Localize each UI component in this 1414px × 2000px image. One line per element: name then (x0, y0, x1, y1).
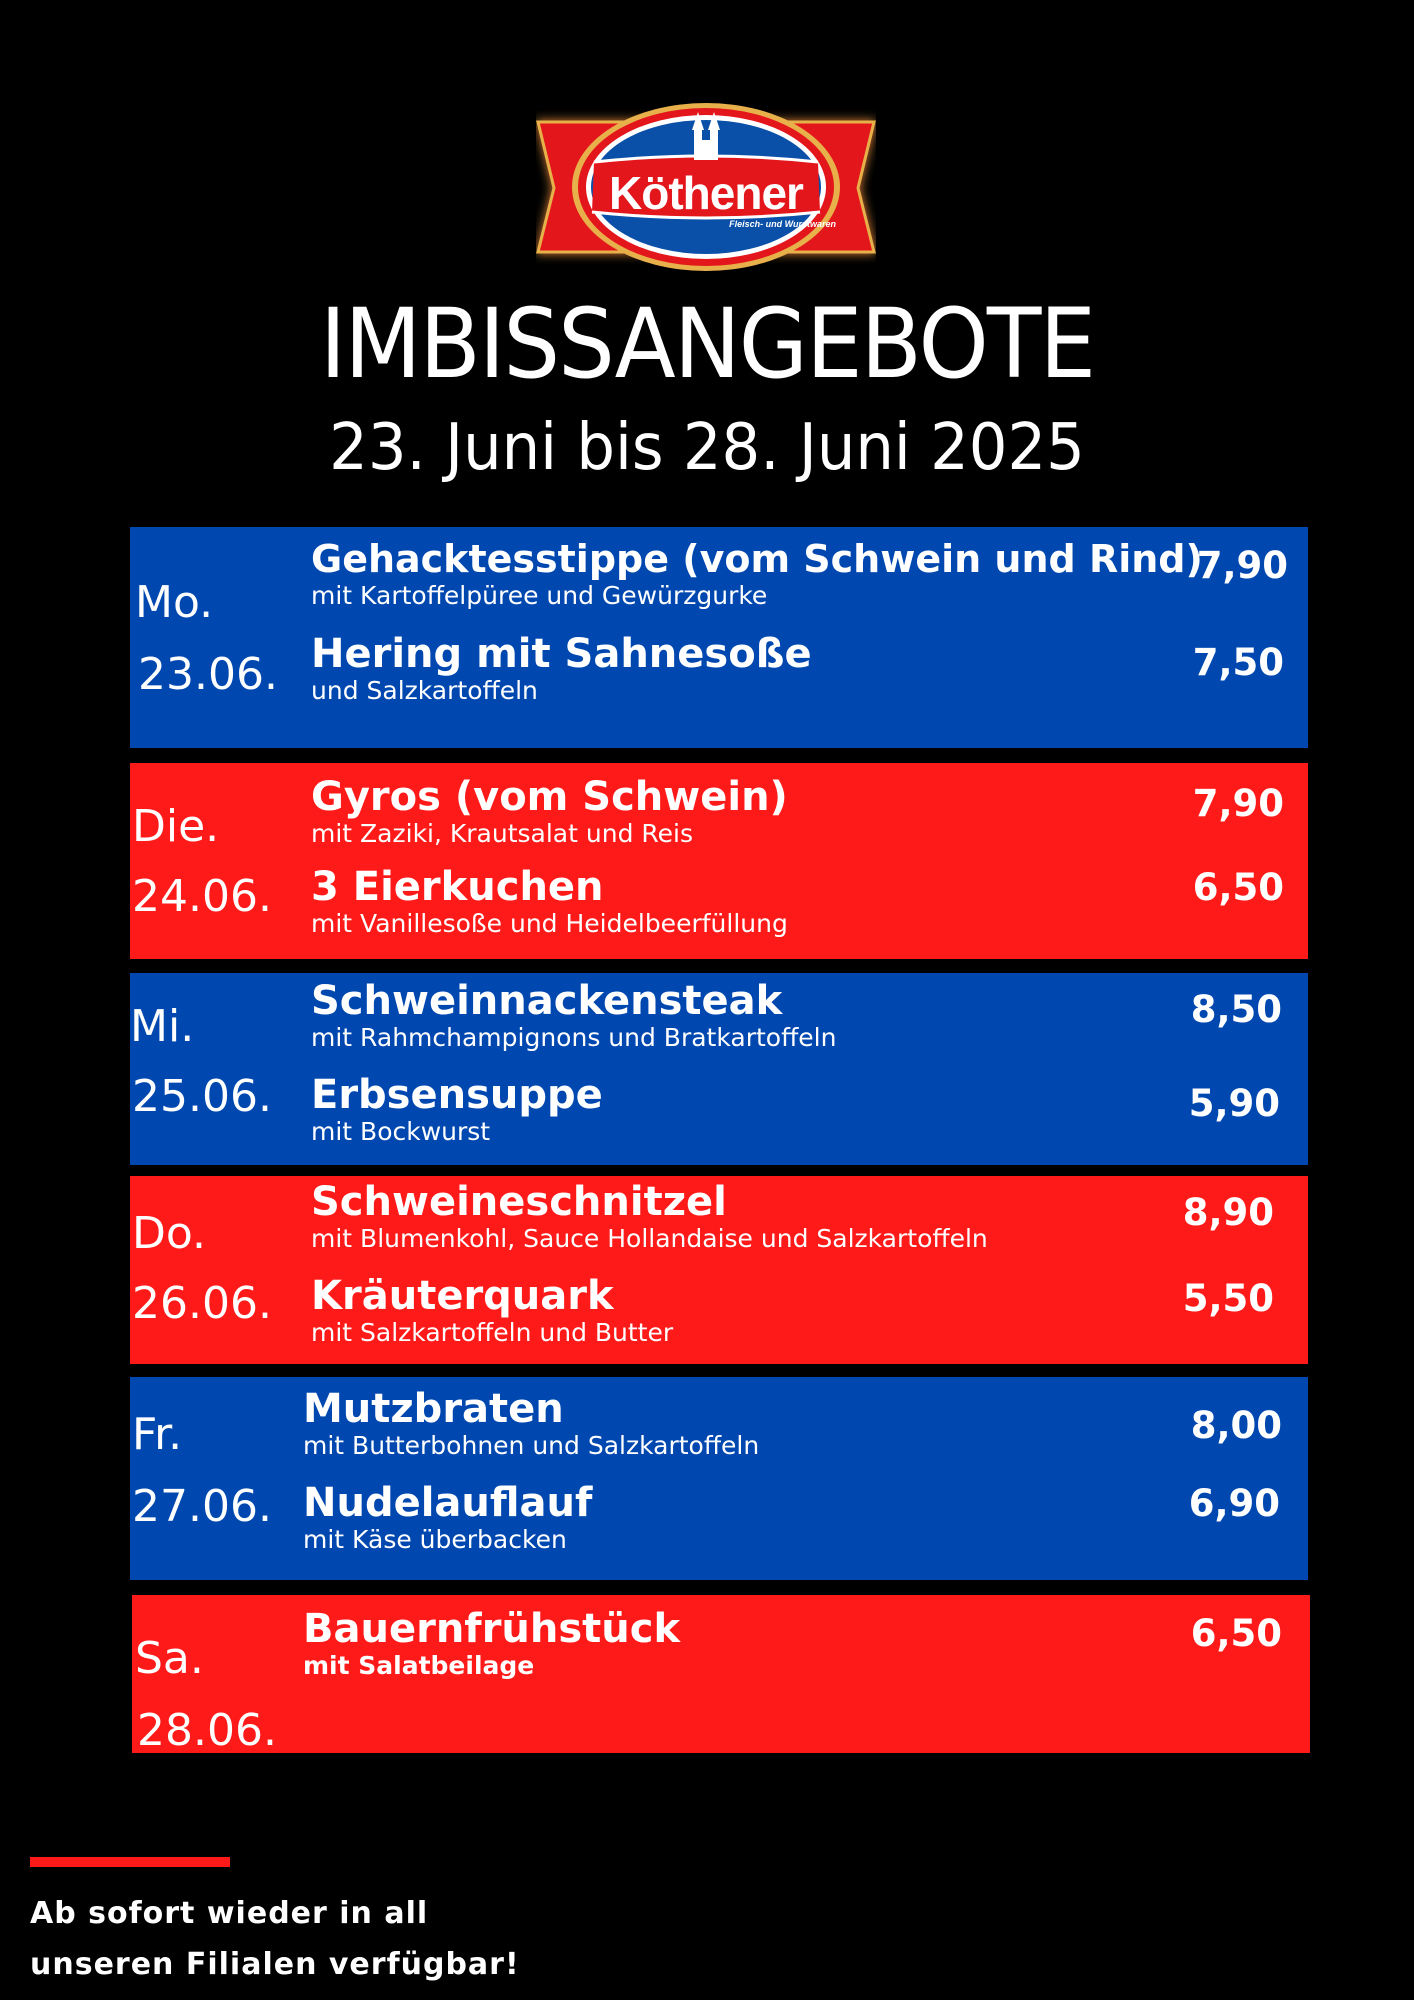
dish-name: Hering mit Sahnesoße (311, 631, 812, 677)
dish-price: 7,90 (1192, 782, 1284, 825)
day-block-monday (130, 527, 1308, 748)
dish-price: 8,00 (1190, 1404, 1282, 1447)
dish-name: Schweineschnitzel (311, 1179, 727, 1225)
day-block-saturday (132, 1595, 1310, 1756)
menu-item (311, 632, 812, 706)
day-block-wednesday (130, 973, 1308, 1165)
dish-price: 6,90 (1188, 1482, 1280, 1525)
brand-logo (536, 100, 876, 275)
dish-name: 3 Eierkuchen (311, 864, 604, 910)
logo-tagline: Fleisch- und Wurstwaren (729, 219, 836, 229)
menu-item (303, 1607, 680, 1681)
menu-item (303, 1387, 759, 1461)
date-label: 28.06. (137, 1705, 277, 1756)
dish-name: Nudelauflauf (303, 1480, 593, 1526)
dish-description: mit Salatbeilage (303, 1651, 535, 1680)
weekday-label: Mo. (135, 577, 214, 628)
availability-note (30, 1888, 520, 1990)
date-label: 26.06. (132, 1278, 272, 1329)
menu-item (311, 775, 788, 849)
dish-price: 5,50 (1182, 1277, 1274, 1320)
dish-description: mit Salzkartoffeln und Butter (311, 1318, 674, 1347)
dish-price: 8,90 (1182, 1191, 1274, 1234)
dish-price: 6,50 (1190, 1612, 1282, 1655)
availability-note-line-1: Ab sofort wieder in all (30, 1896, 429, 1931)
dish-name: Mutzbraten (303, 1386, 564, 1432)
weekday-label: Do. (132, 1208, 207, 1259)
weekday-label: Sa. (135, 1633, 204, 1684)
dish-description: mit Butterbohnen und Salzkartoffeln (303, 1431, 760, 1460)
dish-description: und Salzkartoffeln (311, 676, 538, 705)
day-block-tuesday (130, 763, 1308, 959)
dish-name: Bauernfrühstück (303, 1606, 681, 1652)
menu-item (303, 1481, 592, 1555)
weekday-label: Mi. (130, 1001, 195, 1052)
dish-description: mit Blumenkohl, Sauce Hollandaise und Salzkartoffeln (311, 1224, 988, 1253)
dish-description: mit Rahmchampignons und Bratkartoffeln (311, 1023, 837, 1052)
availability-note-line-2: unseren Filialen verfügbar! (30, 1947, 520, 1982)
menu-item (311, 865, 788, 939)
dish-price: 5,90 (1188, 1082, 1280, 1125)
menu-item (311, 1274, 673, 1348)
dish-name: Kräuterquark (311, 1273, 614, 1319)
dish-price: 7,50 (1192, 641, 1284, 684)
menu-item (311, 979, 836, 1053)
date-label: 24.06. (132, 871, 272, 922)
weekday-label: Die. (132, 801, 220, 852)
date-label: 25.06. (132, 1071, 272, 1122)
dish-price: 6,50 (1192, 866, 1284, 909)
dish-description: mit Vanillesoße und Heidelbeerfüllung (311, 909, 788, 938)
date-label: 23.06. (138, 649, 278, 700)
day-block-friday (130, 1377, 1308, 1580)
date-range: 23. Juni bis 28. Juni 2025 (329, 411, 1085, 485)
menu-item (311, 1180, 988, 1254)
dish-name: Erbsensuppe (311, 1072, 603, 1118)
day-block-thursday (130, 1176, 1308, 1364)
footer-accent-bar (30, 1857, 230, 1867)
dish-price: 7,90 (1196, 544, 1288, 587)
logo-brand-name: Köthener (609, 167, 803, 219)
dish-description: mit Kartoffelpüree und Gewürzgurke (311, 580, 768, 610)
menu-item (311, 539, 1203, 611)
dish-name: Schweinnackensteak (311, 978, 783, 1024)
weekday-label: Fr. (132, 1409, 183, 1460)
dish-description: mit Bockwurst (311, 1117, 491, 1146)
date-label: 27.06. (132, 1481, 272, 1532)
dish-price: 8,50 (1190, 988, 1282, 1031)
dish-description: mit Käse überbacken (303, 1525, 567, 1554)
page-title: IMBISSANGEBOTE (319, 288, 1095, 400)
dish-name: Gyros (vom Schwein) (311, 774, 788, 820)
dish-description: mit Zaziki, Krautsalat und Reis (311, 819, 693, 848)
dish-name: Gehacktesstippe (vom Schwein und Rind) (311, 537, 1203, 581)
menu-item (311, 1073, 603, 1147)
